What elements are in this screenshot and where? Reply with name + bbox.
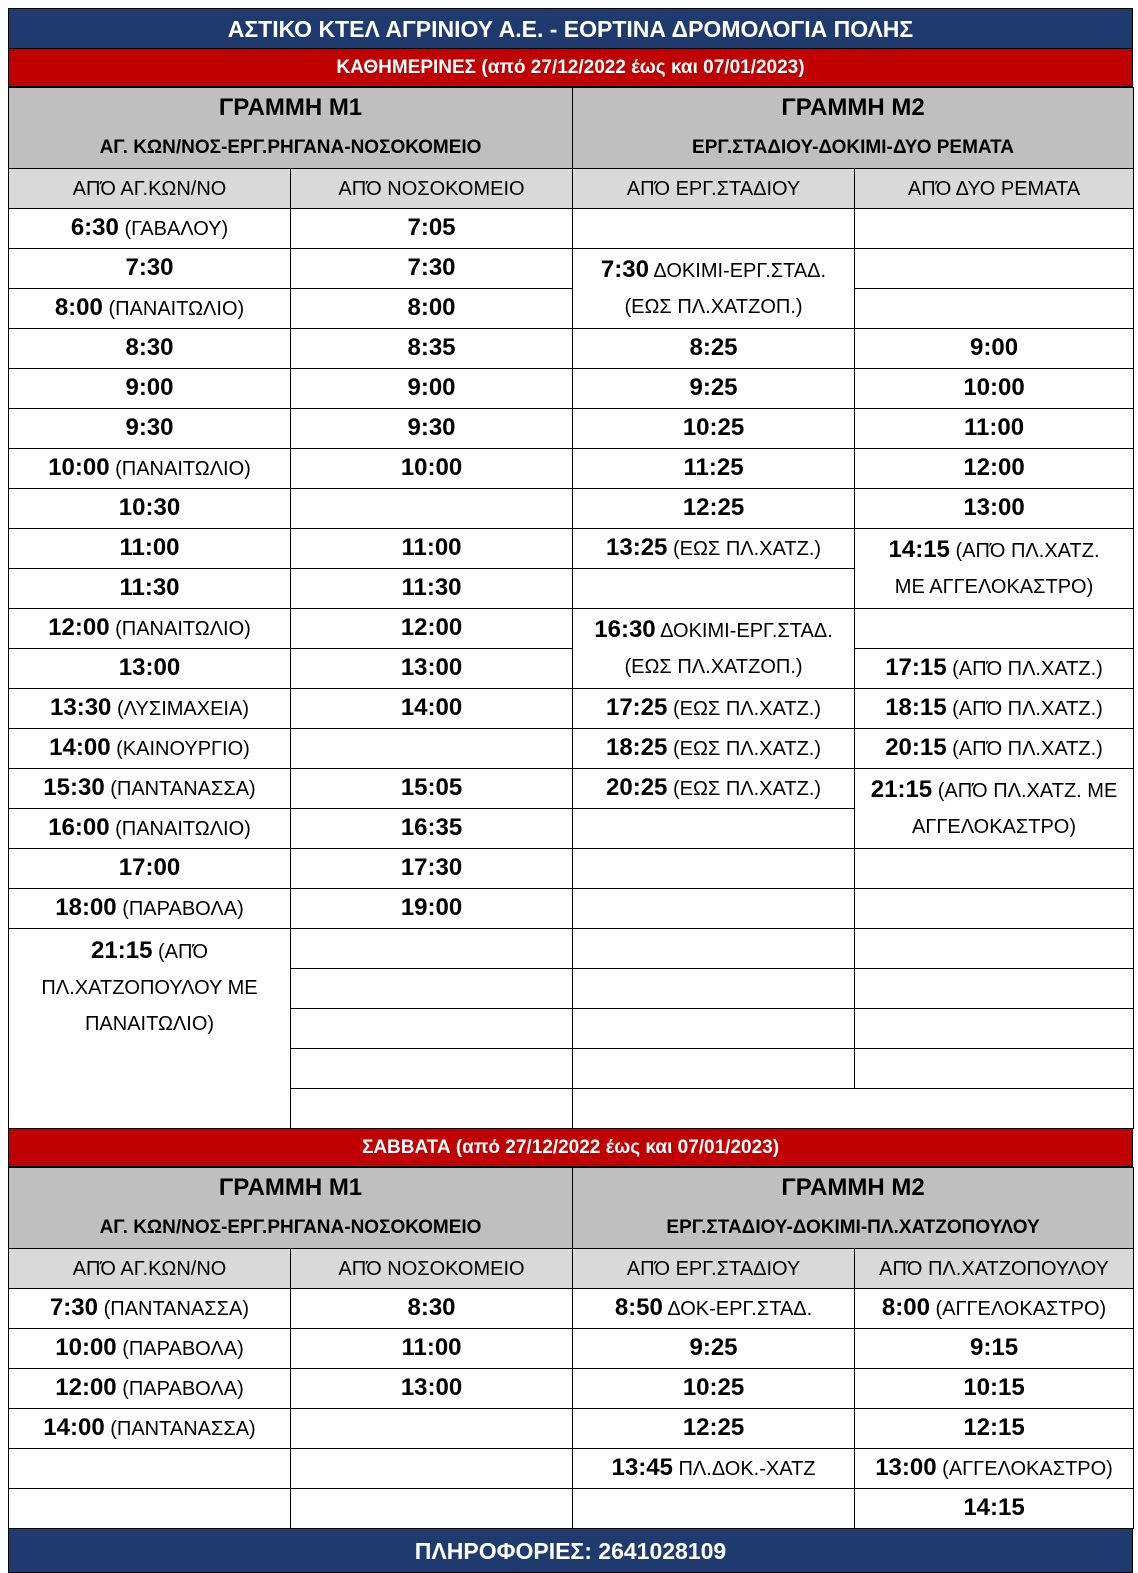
departure-cell: 9:15 (855, 1329, 1134, 1369)
empty-cell (855, 849, 1134, 889)
departure-cell: 13:45 ΠΛ.ΔΟΚ.-ΧΑΤΖ (573, 1449, 855, 1489)
departure-cell: 10:00 (855, 369, 1134, 409)
departure-cell: 9:30 (291, 409, 573, 449)
empty-cell (855, 969, 1134, 1009)
departure-cell: 14:00 (291, 689, 573, 729)
departure-cell: 21:15 (ΑΠΌ ΠΛ.ΧΑΤΖΟΠΟΥΛΟΥ ΜΕ ΠΑΝΑΙΤΩΛΙΟ) (9, 929, 291, 1129)
departure-cell: 10:00 (ΠΑΡΑΒΟΛΑ) (9, 1329, 291, 1369)
column-header: ΑΠΌ ΝΟΣΟΚΟΜΕΙΟ (291, 1249, 573, 1289)
line-title: ΓΡΑΜΜΗ Μ1 (218, 1174, 363, 1201)
weekday-banner: ΚΑΘΗΜΕΡΙΝΕΣ (από 27/12/2022 έως και 07/01/2023) (8, 49, 1133, 87)
empty-cell (291, 1049, 573, 1089)
departure-cell: 8:00 (291, 289, 573, 329)
empty-cell (855, 609, 1134, 649)
departure-cell: 11:30 (291, 569, 573, 609)
departure-cell: 9:00 (291, 369, 573, 409)
departure-cell: 12:00 (ΠΑΡΑΒΟΛΑ) (9, 1369, 291, 1409)
empty-cell (291, 929, 573, 969)
departure-cell: 7:30 (ΠΑΝΤΑΝΑΣΣΑ) (9, 1289, 291, 1329)
empty-cell (573, 809, 855, 849)
departure-cell: 9:00 (9, 369, 291, 409)
empty-cell (855, 1049, 1134, 1089)
departure-cell: 14:00 (ΠΑΝΤΑΝΑΣΣΑ) (9, 1409, 291, 1449)
departure-cell: 11:00 (291, 1329, 573, 1369)
departure-cell: 7:30 ΔΟΚΙΜΙ-ΕΡΓ.ΣΤΑΔ. (ΕΩΣ ΠΛ.ΧΑΤΖΟΠ.) (573, 249, 855, 329)
empty-cell (291, 729, 573, 769)
line-route: ΑΓ. ΚΩΝ/ΝΟΣ-ΕΡΓ.ΡΗΓΑΝΑ-ΝΟΣΟΚΟΜΕΙΟ (99, 137, 482, 158)
line-title: ΓΡΑΜΜΗ Μ2 (781, 94, 925, 121)
empty-cell (855, 289, 1134, 329)
departure-cell: 16:00 (ΠΑΝΑΙΤΩΛΙΟ) (9, 809, 291, 849)
departure-cell: 12:15 (855, 1409, 1134, 1449)
departure-cell: 10:25 (573, 1369, 855, 1409)
weekday-table (8, 87, 1134, 1129)
departure-cell: 9:25 (573, 1329, 855, 1369)
saturday-table (8, 1167, 1134, 1529)
departure-cell: 18:00 (ΠΑΡΑΒΟΛΑ) (9, 889, 291, 929)
departure-cell: 13:00 (9, 649, 291, 689)
departure-cell: 7:05 (291, 209, 573, 249)
empty-cell (573, 969, 855, 1009)
empty-cell (855, 249, 1134, 289)
empty-cell (291, 1409, 573, 1449)
departure-cell: 12:00 (ΠΑΝΑΙΤΩΛΙΟ) (9, 609, 291, 649)
departure-cell: 12:25 (573, 1409, 855, 1449)
departure-cell: 11:00 (291, 529, 573, 569)
departure-cell: 19:00 (291, 889, 573, 929)
departure-cell: 8:00 (ΠΑΝΑΙΤΩΛΙΟ) (9, 289, 291, 329)
empty-cell (291, 1449, 573, 1489)
column-header: ΑΠΌ ΝΟΣΟΚΟΜΕΙΟ (291, 169, 573, 209)
weekday-m2-header (573, 88, 1134, 169)
empty-cell (855, 209, 1134, 249)
info-phone: ΠΛΗΡΟΦΟΡΙΕΣ: 2641028109 (8, 1529, 1133, 1573)
page-title: ΑΣΤΙΚΟ ΚΤΕΛ ΑΓΡΙΝΙΟΥ Α.Ε. - ΕΟΡΤΙΝΑ ΔΡΟΜΟΛΟΓΙΑ ΠΟΛΗΣ (8, 8, 1133, 49)
empty-cell (573, 569, 855, 609)
empty-cell (291, 489, 573, 529)
saturday-m2-header (573, 1168, 1134, 1249)
column-header: ΑΠΌ ΠΛ.ΧΑΤΖΟΠΟΥΛΟΥ (855, 1249, 1134, 1289)
departure-cell: 8:35 (291, 329, 573, 369)
column-header: ΑΠΌ ΔΥΟ ΡΕΜΑΤΑ (855, 169, 1134, 209)
empty-cell (291, 969, 573, 1009)
departure-cell: 8:30 (9, 329, 291, 369)
empty-cell (855, 889, 1134, 929)
departure-cell: 10:30 (9, 489, 291, 529)
departure-cell: 17:30 (291, 849, 573, 889)
departure-cell: 8:00 (ΑΓΓΕΛΟΚΑΣΤΡΟ) (855, 1289, 1134, 1329)
saturday-m1-header (9, 1168, 573, 1249)
departure-cell: 8:25 (573, 329, 855, 369)
departure-cell: 9:25 (573, 369, 855, 409)
empty-cell (573, 1049, 855, 1089)
line-title: ΓΡΑΜΜΗ Μ1 (218, 94, 363, 121)
empty-cell (573, 849, 855, 889)
departure-cell: 13:00 (291, 1369, 573, 1409)
departure-cell: 12:00 (291, 609, 573, 649)
departure-cell: 17:00 (9, 849, 291, 889)
empty-cell (573, 1489, 855, 1529)
departure-cell: 13:25 (ΕΩΣ ΠΛ.ΧΑΤΖ.) (573, 529, 855, 569)
departure-cell: 15:05 (291, 769, 573, 809)
empty-cell (9, 1449, 291, 1489)
empty-cell (573, 1009, 855, 1049)
departure-cell: 9:30 (9, 409, 291, 449)
column-header: ΑΠΌ ΑΓ.ΚΩΝ/ΝΟ (9, 169, 291, 209)
empty-cell (573, 1089, 1134, 1129)
line-route: ΑΓ. ΚΩΝ/ΝΟΣ-ΕΡΓ.ΡΗΓΑΝΑ-ΝΟΣΟΚΟΜΕΙΟ (99, 1217, 482, 1238)
departure-cell: 10:25 (573, 409, 855, 449)
empty-cell (573, 929, 855, 969)
departure-cell: 18:25 (ΕΩΣ ΠΛ.ΧΑΤΖ.) (573, 729, 855, 769)
empty-cell (573, 889, 855, 929)
departure-cell: 10:00 (291, 449, 573, 489)
departure-cell: 17:15 (ΑΠΌ ΠΛ.ΧΑΤΖ.) (855, 649, 1134, 689)
saturday-banner: ΣΑΒΒΑΤΑ (από 27/12/2022 έως και 07/01/2023) (8, 1129, 1133, 1167)
empty-cell (291, 1489, 573, 1529)
departure-cell: 14:00 (ΚΑΙΝΟΥΡΓΙΟ) (9, 729, 291, 769)
line-route: ΕΡΓ.ΣΤΑΔΙΟΥ-ΔΟΚΙΜΙ-ΔΥΟ ΡΕΜΑΤΑ (692, 137, 1014, 158)
empty-cell (855, 929, 1134, 969)
empty-cell (9, 1489, 291, 1529)
departure-cell: 15:30 (ΠΑΝΤΑΝΑΣΣΑ) (9, 769, 291, 809)
departure-cell: 11:25 (573, 449, 855, 489)
column-header: ΑΠΌ ΑΓ.ΚΩΝ/ΝΟ (9, 1249, 291, 1289)
line-route: ΕΡΓ.ΣΤΑΔΙΟΥ-ΔΟΚΙΜΙ-ΠΛ.ΧΑΤΖΟΠΟΥΛΟΥ (666, 1217, 1040, 1238)
departure-cell: 14:15 (ΑΠΌ ΠΛ.ΧΑΤΖ. ΜΕ ΑΓΓΕΛΟΚΑΣΤΡΟ) (855, 529, 1134, 609)
departure-cell: 9:00 (855, 329, 1134, 369)
departure-cell: 12:00 (855, 449, 1134, 489)
empty-cell (291, 1009, 573, 1049)
timetable-sheet (8, 8, 1133, 1573)
line-title: ΓΡΑΜΜΗ Μ2 (781, 1174, 925, 1201)
empty-cell (573, 209, 855, 249)
column-header: ΑΠΌ ΕΡΓ.ΣΤΑΔΙΟΥ (573, 1249, 855, 1289)
departure-cell: 13:00 (ΑΓΓΕΛΟΚΑΣΤΡΟ) (855, 1449, 1134, 1489)
departure-cell: 6:30 (ΓΑΒΑΛΟΥ) (9, 209, 291, 249)
departure-cell: 8:30 (291, 1289, 573, 1329)
departure-cell: 13:00 (291, 649, 573, 689)
departure-cell: 20:15 (ΑΠΌ ΠΛ.ΧΑΤΖ.) (855, 729, 1134, 769)
departure-cell: 11:00 (855, 409, 1134, 449)
departure-cell: 14:15 (855, 1489, 1134, 1529)
departure-cell: 16:30 ΔΟΚΙΜΙ-ΕΡΓ.ΣΤΑΔ. (ΕΩΣ ΠΛ.ΧΑΤΖΟΠ.) (573, 609, 855, 689)
departure-cell: 11:00 (9, 529, 291, 569)
departure-cell: 8:50 ΔΟΚ-ΕΡΓ.ΣΤΑΔ. (573, 1289, 855, 1329)
departure-cell: 7:30 (291, 249, 573, 289)
departure-cell: 17:25 (ΕΩΣ ΠΛ.ΧΑΤΖ.) (573, 689, 855, 729)
empty-cell (291, 1089, 573, 1129)
departure-cell: 16:35 (291, 809, 573, 849)
departure-cell: 21:15 (ΑΠΌ ΠΛ.ΧΑΤΖ. ΜΕ ΑΓΓΕΛΟΚΑΣΤΡΟ) (855, 769, 1134, 849)
departure-cell: 12:25 (573, 489, 855, 529)
departure-cell: 11:30 (9, 569, 291, 609)
departure-cell: 13:30 (ΛΥΣΙΜΑΧΕΙΑ) (9, 689, 291, 729)
empty-cell (855, 1009, 1134, 1049)
departure-cell: 13:00 (855, 489, 1134, 529)
departure-cell: 18:15 (ΑΠΌ ΠΛ.ΧΑΤΖ.) (855, 689, 1134, 729)
departure-cell: 7:30 (9, 249, 291, 289)
column-header: ΑΠΌ ΕΡΓ.ΣΤΑΔΙΟΥ (573, 169, 855, 209)
departure-cell: 10:15 (855, 1369, 1134, 1409)
departure-cell: 10:00 (ΠΑΝΑΙΤΩΛΙΟ) (9, 449, 291, 489)
weekday-m1-header (9, 88, 573, 169)
departure-cell: 20:25 (ΕΩΣ ΠΛ.ΧΑΤΖ.) (573, 769, 855, 809)
